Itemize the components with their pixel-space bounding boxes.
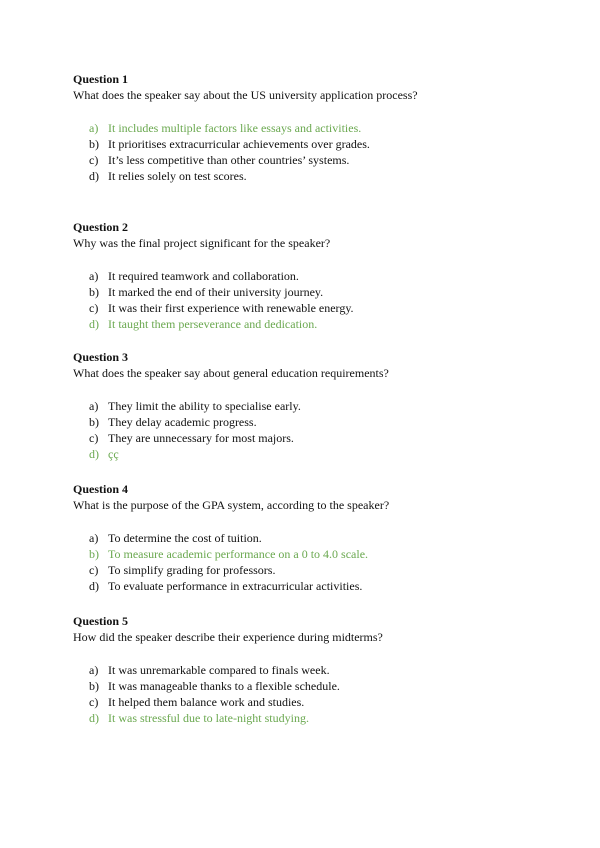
option-letter: b) xyxy=(89,137,99,151)
option-letter: c) xyxy=(89,301,99,315)
option-b xyxy=(73,414,573,430)
option-a xyxy=(73,398,573,414)
question-text: What is the purpose of the GPA system, according to the speaker? xyxy=(73,498,390,512)
option-text: They are unnecessary for most majors. xyxy=(108,431,294,445)
option-letter: c) xyxy=(89,563,99,577)
question-title: Question 5 xyxy=(73,614,129,628)
question-1 xyxy=(73,72,573,184)
option-b xyxy=(73,678,573,694)
option-text: It relies solely on test scores. xyxy=(108,169,247,183)
option-letter: b) xyxy=(89,679,99,693)
question-text: How did the speaker describe their experience during midterms? xyxy=(73,630,383,644)
option-b xyxy=(73,284,573,300)
option-b xyxy=(73,546,573,562)
option-letter: a) xyxy=(89,399,99,413)
option-text: To determine the cost of tuition. xyxy=(108,531,262,545)
option-c xyxy=(73,694,573,710)
option-text: They delay academic progress. xyxy=(108,415,257,429)
option-text: It prioritises extracurricular achievements over grades. xyxy=(108,137,370,151)
option-c xyxy=(73,152,573,168)
option-letter: a) xyxy=(89,663,99,677)
option-letter: a) xyxy=(89,531,99,545)
question-5 xyxy=(73,614,573,726)
option-text: It required teamwork and collaboration. xyxy=(108,269,299,283)
option-letter: b) xyxy=(89,415,99,429)
option-d xyxy=(73,710,573,726)
option-letter: d) xyxy=(89,317,99,331)
option-a xyxy=(73,530,573,546)
option-c xyxy=(73,562,573,578)
option-d xyxy=(73,446,573,462)
option-text: It’s less competitive than other countries’ systems. xyxy=(108,153,350,167)
option-letter: c) xyxy=(89,695,99,709)
option-d xyxy=(73,168,573,184)
question-title: Question 2 xyxy=(73,220,129,234)
option-c xyxy=(73,430,573,446)
option-text: çç xyxy=(108,447,119,461)
option-text: To measure academic performance on a 0 to 4.0 scale. xyxy=(108,547,369,561)
option-letter: d) xyxy=(89,711,99,725)
question-text: Why was the final project significant for the speaker? xyxy=(73,236,331,250)
option-letter: a) xyxy=(89,269,99,283)
question-title: Question 3 xyxy=(73,350,129,364)
question-4 xyxy=(73,482,573,594)
option-letter: c) xyxy=(89,431,99,445)
option-a xyxy=(73,268,573,284)
option-text: It was unremarkable compared to finals week. xyxy=(108,663,330,677)
option-letter: a) xyxy=(89,121,99,135)
option-list xyxy=(73,120,573,184)
option-text: They limit the ability to specialise early. xyxy=(108,399,301,413)
option-text: It was stressful due to late-night studying. xyxy=(108,711,309,725)
option-text: It includes multiple factors like essays and activities. xyxy=(108,121,362,135)
option-text: It was manageable thanks to a flexible schedule. xyxy=(108,679,340,693)
option-list xyxy=(73,398,573,462)
option-text: It marked the end of their university journey. xyxy=(108,285,324,299)
question-text: What does the speaker say about the US university application process? xyxy=(73,88,418,102)
option-text: It taught them perseverance and dedication. xyxy=(108,317,318,331)
option-text: It was their first experience with renewable energy. xyxy=(108,301,354,315)
option-b xyxy=(73,136,573,152)
option-letter: d) xyxy=(89,447,99,461)
option-text: To simplify grading for professors. xyxy=(108,563,276,577)
option-text: It helped them balance work and studies. xyxy=(108,695,305,709)
question-3 xyxy=(73,350,573,462)
question-title: Question 1 xyxy=(73,72,129,86)
option-list xyxy=(73,662,573,726)
question-2 xyxy=(73,220,573,332)
question-text: What does the speaker say about general education requirements? xyxy=(73,366,389,380)
option-letter: c) xyxy=(89,153,99,167)
option-c xyxy=(73,300,573,316)
question-title: Question 4 xyxy=(73,482,129,496)
option-list xyxy=(73,530,573,594)
option-letter: d) xyxy=(89,579,99,593)
option-letter: b) xyxy=(89,285,99,299)
option-d xyxy=(73,316,573,332)
option-a xyxy=(73,120,573,136)
option-letter: b) xyxy=(89,547,99,561)
option-letter: d) xyxy=(89,169,99,183)
option-a xyxy=(73,662,573,678)
option-text: To evaluate performance in extracurricular activities. xyxy=(108,579,363,593)
option-d xyxy=(73,578,573,594)
option-list xyxy=(73,268,573,332)
